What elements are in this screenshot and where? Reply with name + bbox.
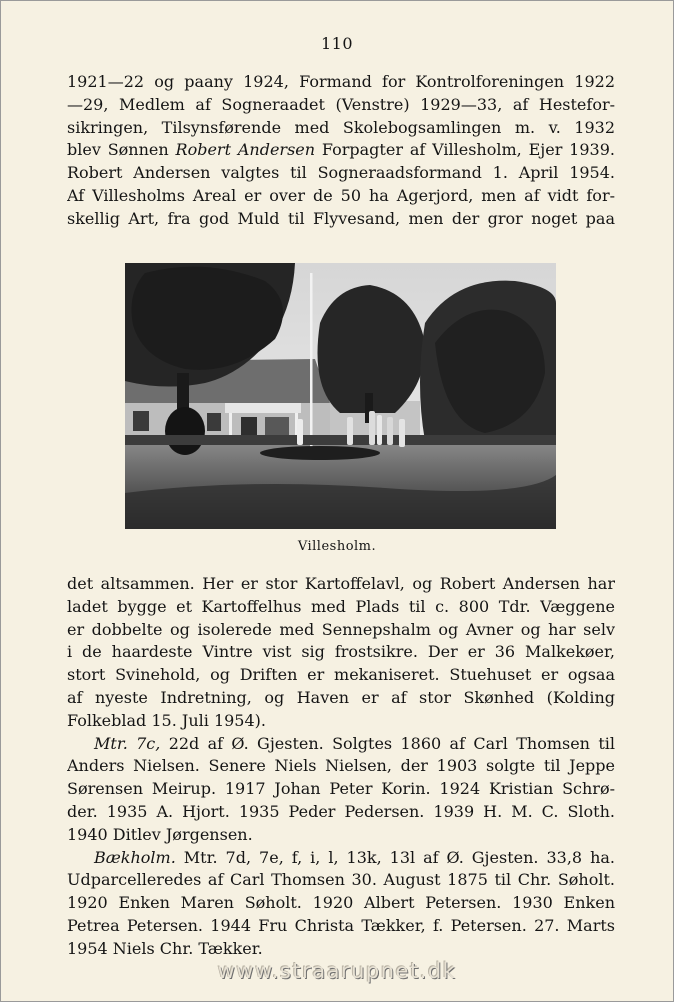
- text-line: Af Villesholms Areal er over de 50 ha Agerjord, men af vidt for-: [67, 185, 615, 205]
- text-line: [67, 733, 615, 756]
- text-line: af nyeste Indretning, og Haven er af stor Skønhed (Kolding: [67, 687, 615, 707]
- text-line: Folkeblad 15. Juli 1954).: [67, 710, 266, 730]
- text-line: ladet bygge et Kartoffelhus med Plads til c. 800 Tdr. Væggene: [67, 596, 615, 616]
- property-label-italic: Mtr. 7c,: [94, 733, 161, 753]
- text-line: 1940 Ditlev Jørgensen.: [67, 824, 253, 844]
- text-line: Anders Nielsen. Senere Niels Nielsen, der 1903 solgte til Jeppe: [67, 756, 615, 776]
- property-label-italic: Bækholm.: [94, 847, 176, 867]
- text-line: Sørensen Meirup. 1917 Johan Peter Korin. 1924 Kristian Schrø-: [67, 779, 615, 799]
- text-line: det altsammen. Her er stor Kartoffelavl, og Robert Andersen har: [67, 574, 615, 593]
- villesholm-photo: [125, 263, 556, 529]
- text-run: blev Sønnen: [67, 140, 176, 160]
- website-watermark: www.straarupnet.dk: [217, 959, 457, 983]
- text-line: 1920 Enken Maren Søholt. 1920 Albert Petersen. 1930 Enken: [67, 893, 615, 913]
- paragraph-bottom: [67, 573, 615, 961]
- text-line: i de haardeste Vintre vist sig frostsikre. Der er 36 Malkekøer,: [67, 642, 615, 662]
- paragraph-top: [67, 71, 615, 231]
- text-line: 1921—22 og paany 1924, Formand for Kontrolforeningen 1922: [67, 72, 615, 91]
- text-line: Robert Andersen valgtes til Sogneraadsformand 1. April 1954.: [67, 163, 615, 183]
- text-line: —29, Medlem af Sogneraadet (Venstre) 1929—33, af Hestefor-: [67, 94, 615, 114]
- text-line: [67, 139, 615, 162]
- photo-caption: Villesholm.: [297, 539, 377, 554]
- text-line: sikringen, Tilsynsførende med Skolebogsamlingen m. v. 1932: [67, 117, 615, 137]
- text-run: Mtr. 7d, 7e, f, i, l, 13k, 13l af Ø. Gjesten. 33,8 ha.: [175, 847, 615, 867]
- text-run: Forpagter af Villesholm, Ejer 1939.: [315, 140, 615, 160]
- page-number: 110: [320, 34, 354, 53]
- text-run: 22d af Ø. Gjesten. Solgtes 1860 af Carl Thomsen til: [160, 733, 615, 753]
- text-line: der. 1935 A. Hjort. 1935 Peder Pedersen. 1939 H. M. C. Sloth.: [67, 801, 615, 821]
- text-line: skellig Art, fra god Muld til Flyvesand, men der gror noget paa: [67, 208, 615, 228]
- text-line: Udparcelleredes af Carl Thomsen 30. August 1875 til Chr. Søholt.: [67, 870, 615, 890]
- text-line: 1954 Niels Chr. Tækker.: [67, 938, 263, 958]
- text-line: [67, 847, 615, 870]
- text-line: Petrea Petersen. 1944 Fru Christa Tækker, f. Petersen. 27. Marts: [67, 915, 615, 935]
- text-line: stort Svinehold, og Driften er mekaniseret. Stuehuset er ogsaa: [67, 665, 615, 685]
- person-name-italic: Robert Andersen: [175, 140, 316, 160]
- text-line: er dobbelte og isolerede med Sennepshalm og Avner og har selv: [67, 619, 615, 639]
